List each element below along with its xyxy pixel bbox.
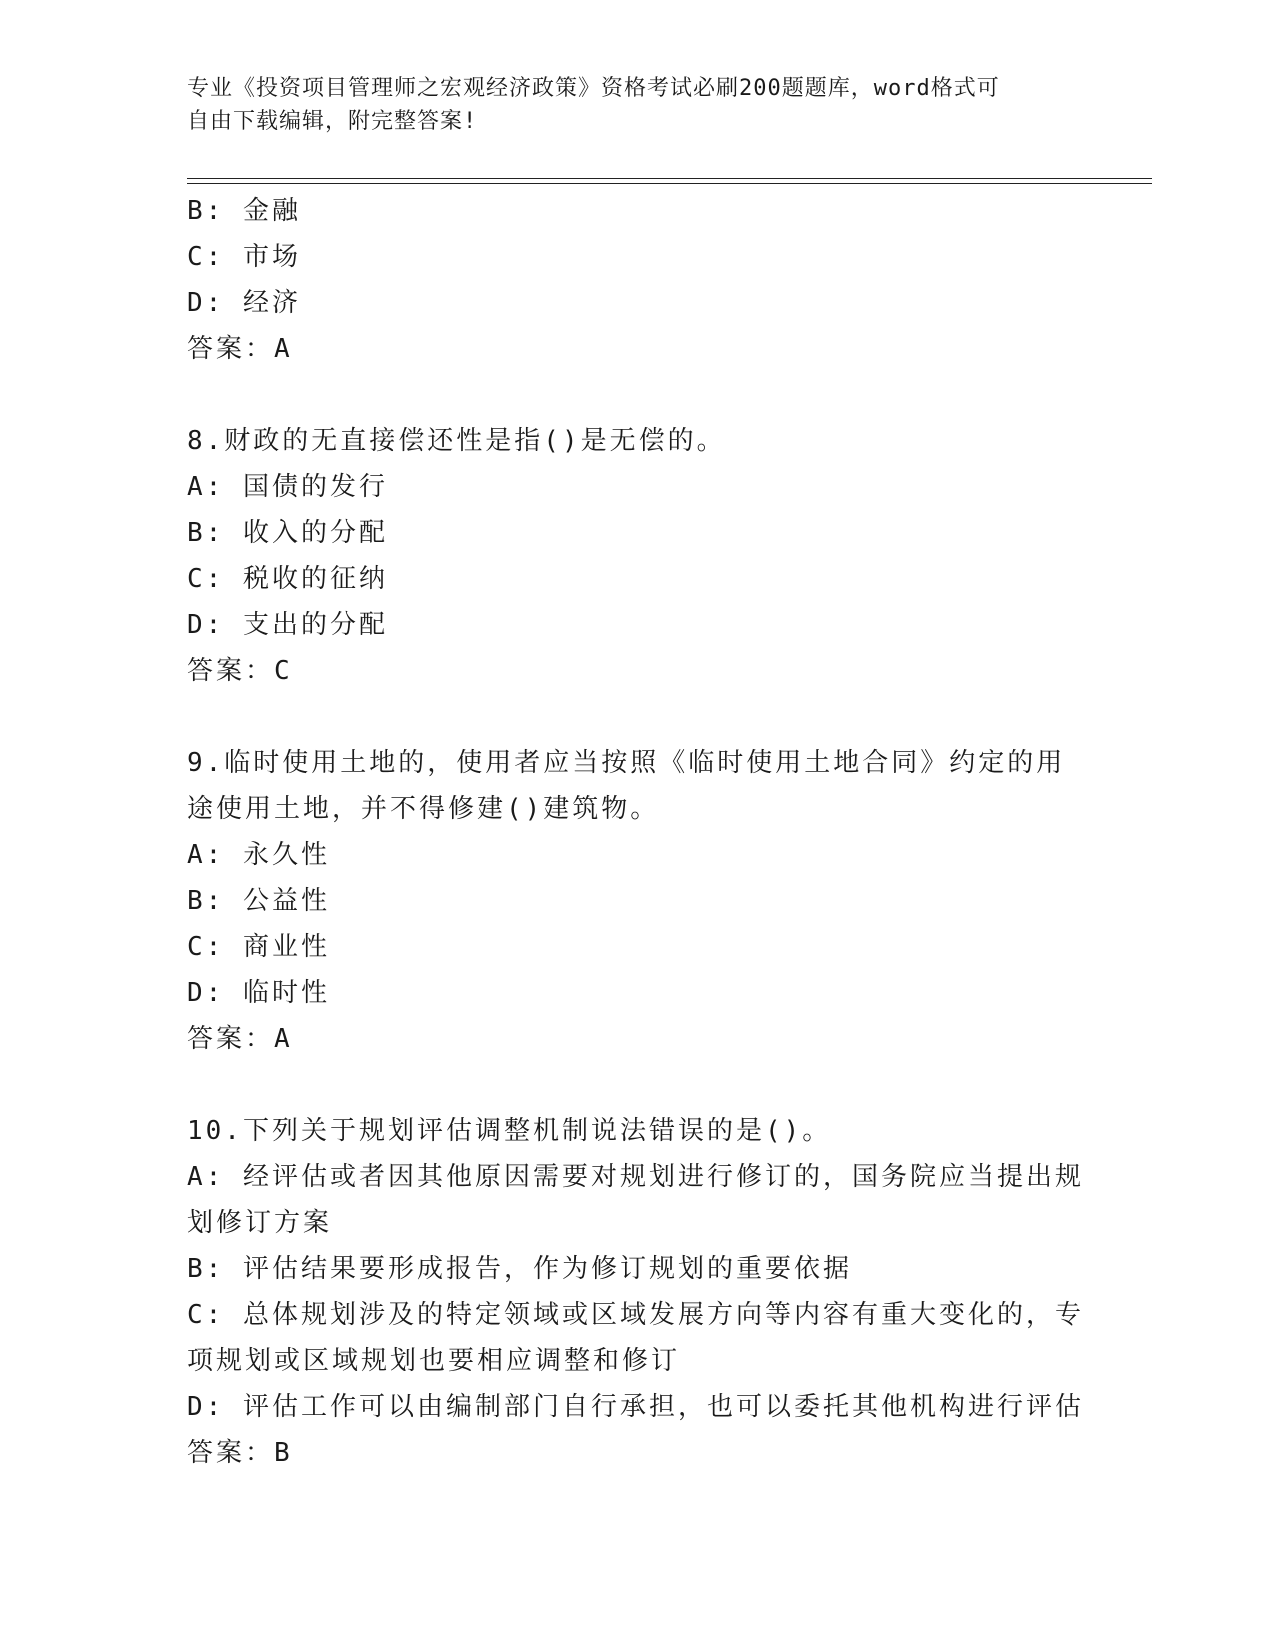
- q10-answer: 答案：B: [187, 1438, 293, 1468]
- q10-option-c-line-1: C: 总体规划涉及的特定领域或区域发展方向等内容有重大变化的，专: [187, 1300, 1084, 1330]
- document-body: [187, 188, 1087, 1476]
- header-rule-top: [187, 178, 1152, 179]
- header-rule-bottom: [187, 183, 1152, 184]
- spacer: [187, 372, 1087, 418]
- question-8: [187, 418, 1087, 694]
- q9-question-line-2: 途使用土地，并不得修建()建筑物。: [187, 794, 660, 824]
- q7-answer: 答案：A: [187, 334, 293, 364]
- q10-option-a-line-2: 划修订方案: [187, 1208, 333, 1238]
- q7-option-c: C: 市场: [187, 242, 301, 272]
- header-title-line-1: 专业《投资项目管理师之宏观经济政策》资格考试必刷200题题库，word格式可: [187, 76, 1000, 101]
- q10-question: 10.下列关于规划评估调整机制说法错误的是()。: [187, 1116, 832, 1146]
- q8-option-c: C: 税收的征纳: [187, 564, 388, 594]
- header-title-line-2: 自由下载编辑，附完整答案!: [187, 109, 478, 134]
- spacer: [187, 694, 1087, 740]
- question-9: [187, 740, 1087, 1062]
- q10-option-a-line-1: A: 经评估或者因其他原因需要对规划进行修订的，国务院应当提出规: [187, 1162, 1084, 1192]
- q8-option-d: D: 支出的分配: [187, 610, 388, 640]
- q9-answer: 答案：A: [187, 1024, 293, 1054]
- q9-option-d: D: 临时性: [187, 978, 330, 1008]
- q8-option-a: A: 国债的发行: [187, 472, 388, 502]
- q9-option-b: B: 公益性: [187, 886, 330, 916]
- q10-option-b: B: 评估结果要形成报告，作为修订规划的重要依据: [187, 1254, 852, 1284]
- q9-option-c: C: 商业性: [187, 932, 330, 962]
- q10-option-c-line-2: 项规划或区域规划也要相应调整和修订: [187, 1346, 681, 1376]
- document-header: [187, 72, 1067, 138]
- q7-option-b: B: 金融: [187, 196, 301, 226]
- q7-option-d: D: 经济: [187, 288, 301, 318]
- q8-answer: 答案：C: [187, 656, 293, 686]
- q8-question: 8.财政的无直接偿还性是指()是无偿的。: [187, 426, 726, 456]
- q10-option-d: D: 评估工作可以由编制部门自行承担，也可以委托其他机构进行评估: [187, 1392, 1084, 1422]
- q8-option-b: B: 收入的分配: [187, 518, 388, 548]
- q9-option-a: A: 永久性: [187, 840, 330, 870]
- spacer: [187, 1062, 1087, 1108]
- question-7-tail: [187, 188, 1087, 372]
- question-10: [187, 1108, 1087, 1476]
- q9-question-line-1: 9.临时使用土地的，使用者应当按照《临时使用土地合同》约定的用: [187, 748, 1066, 778]
